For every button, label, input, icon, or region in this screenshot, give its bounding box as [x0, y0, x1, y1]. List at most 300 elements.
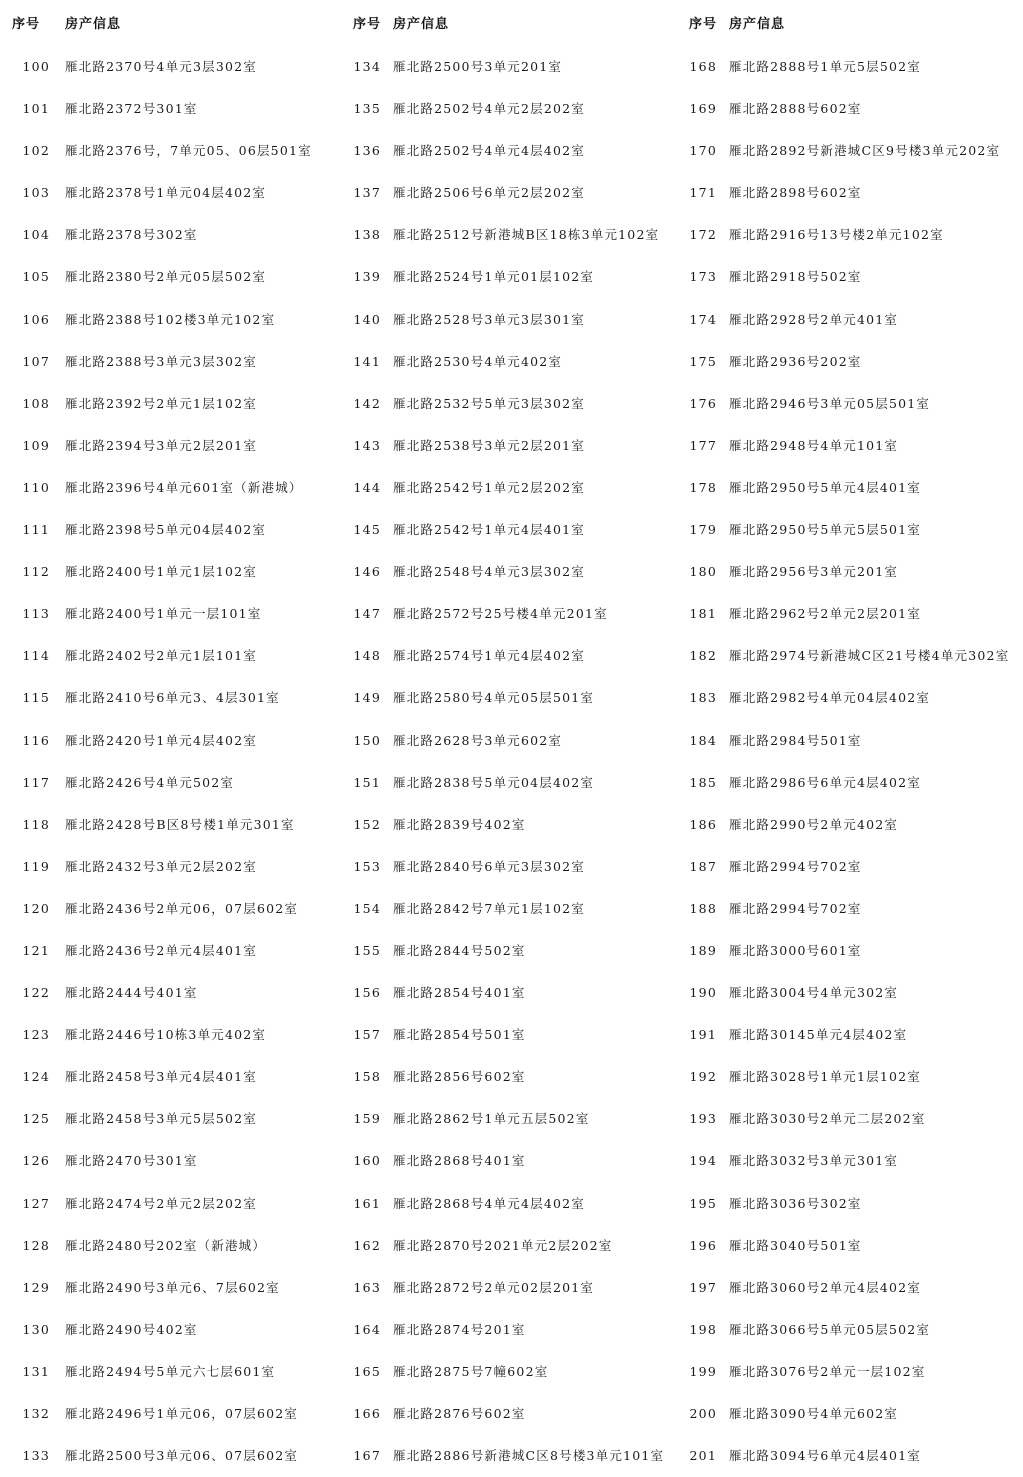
property-info: 雁北路2844号502室: [393, 942, 526, 958]
table-row: [341, 467, 682, 509]
row-number: 155: [353, 942, 381, 958]
rows: [341, 46, 682, 1477]
table-row: [682, 341, 1023, 383]
row-number: 128: [22, 1237, 50, 1253]
table-row: [0, 846, 341, 888]
property-info: 雁北路2994号702室: [729, 858, 862, 874]
property-info: 雁北路2530号4单元402室: [393, 353, 563, 369]
property-info: 雁北路2956号3单元201室: [729, 564, 899, 580]
property-info: 雁北路2378号302室: [65, 227, 198, 243]
table-row: [341, 46, 682, 88]
row-number: 148: [353, 648, 381, 664]
table-row: [0, 1183, 341, 1225]
property-info: 雁北路2892号新港城C区9号楼3单元202室: [729, 143, 1001, 159]
property-info: 雁北路2888号1单元5层502室: [729, 59, 921, 74]
rows: [0, 46, 341, 1477]
property-info: 雁北路2898号602室: [729, 185, 862, 201]
property-info: 雁北路2548号4单元3层302室: [393, 564, 585, 580]
property-info: 雁北路2524号1单元01层102室: [393, 269, 595, 285]
property-info: 雁北路2542号1单元2层202室: [393, 479, 585, 495]
property-info: 雁北路2994号702室: [729, 900, 862, 916]
row-number: 120: [22, 900, 50, 916]
row-number: 187: [689, 858, 717, 874]
row-number: 150: [353, 732, 381, 748]
property-info: 雁北路2928号2单元401室: [729, 311, 899, 327]
row-number: 198: [689, 1321, 717, 1337]
row-number: 173: [689, 269, 717, 285]
property-info: 雁北路3036号302室: [729, 1195, 862, 1211]
property-info: 雁北路2986号6单元4层402室: [729, 774, 921, 790]
row-number: 164: [353, 1321, 381, 1337]
row-number: 106: [22, 311, 50, 327]
property-info: 雁北路2490号3单元6、7层602室: [65, 1279, 280, 1295]
row-number: 122: [22, 985, 50, 1001]
table-row: [0, 1056, 341, 1098]
table-row: [0, 888, 341, 930]
property-info: 雁北路2376号，7单元05、06层501室: [65, 143, 312, 159]
table-row: [0, 1225, 341, 1267]
table-row: [341, 1098, 682, 1140]
property-info: 雁北路2410号6单元3、4层301室: [65, 690, 280, 706]
table-row: [0, 1309, 341, 1351]
row-number: 118: [22, 816, 50, 832]
property-info: 雁北路2946号3单元05层501室: [729, 395, 931, 411]
row-number: 140: [353, 311, 381, 327]
property-info: 雁北路3032号3单元301室: [729, 1153, 899, 1169]
row-number: 162: [353, 1237, 381, 1253]
table-row: [341, 593, 682, 635]
property-info: 雁北路2875号7幢602室: [393, 1363, 549, 1379]
property-info: 雁北路2436号2单元4层401室: [65, 942, 257, 958]
table-row: [341, 804, 682, 846]
row-number: 137: [353, 185, 381, 201]
row-number: 180: [689, 564, 717, 580]
table-row: [341, 172, 682, 214]
property-info: 雁北路2580号4单元05层501室: [393, 690, 595, 706]
table-row: [0, 509, 341, 551]
property-info: 雁北路2542号1单元4层401室: [393, 522, 585, 538]
row-number: 152: [353, 816, 381, 832]
table-row: [341, 256, 682, 298]
property-info: 雁北路2480号202室（新港城）: [65, 1237, 267, 1253]
table-row: [0, 256, 341, 298]
row-number: 121: [22, 942, 50, 958]
property-info: 雁北路2388号102楼3单元102室: [65, 311, 276, 327]
table-row: [682, 1183, 1023, 1225]
row-number: 194: [689, 1153, 717, 1169]
row-number: 170: [689, 143, 717, 159]
row-number: 119: [22, 858, 50, 874]
table-row: [682, 762, 1023, 804]
row-number: 139: [353, 269, 381, 285]
column-header: [682, 14, 1023, 36]
table-row: [0, 46, 341, 88]
property-info: 雁北路2990号2单元402室: [729, 816, 899, 832]
row-number: 161: [353, 1195, 381, 1211]
table-row: [341, 383, 682, 425]
property-info: 雁北路2372号301室: [65, 101, 198, 117]
table-row: [682, 804, 1023, 846]
header-number: 序号: [352, 17, 381, 32]
property-info: 雁北路2874号201室: [393, 1321, 526, 1337]
row-number: 182: [689, 648, 717, 664]
table-row: [682, 467, 1023, 509]
table-row: [0, 1267, 341, 1309]
table-row: [341, 88, 682, 130]
property-info: 雁北路2436号2单元06，07层602室: [65, 900, 299, 916]
table-row: [0, 1014, 341, 1056]
table-row: [0, 930, 341, 972]
row-number: 129: [22, 1279, 50, 1295]
property-info: 雁北路2984号501室: [729, 732, 862, 748]
table-row: [341, 509, 682, 551]
row-number: 114: [22, 648, 50, 664]
row-number: 160: [353, 1153, 381, 1169]
table-row: [0, 1140, 341, 1182]
table-row: [341, 972, 682, 1014]
row-number: 111: [22, 522, 50, 538]
table-row: [682, 1351, 1023, 1393]
table-row: [0, 972, 341, 1014]
row-number: 195: [689, 1195, 717, 1211]
header-info: 房产信息: [65, 17, 122, 32]
property-info: 雁北路2458号3单元5层502室: [65, 1111, 257, 1127]
property-info: 雁北路2918号502室: [729, 269, 862, 285]
table-row: [341, 551, 682, 593]
row-number: 196: [689, 1237, 717, 1253]
property-info: 雁北路2842号7单元1层102室: [393, 900, 585, 916]
row-number: 126: [22, 1153, 50, 1169]
row-number: 174: [689, 311, 717, 327]
property-info: 雁北路2420号1单元4层402室: [65, 732, 257, 748]
row-number: 103: [22, 185, 50, 201]
table-row: [341, 1267, 682, 1309]
row-number: 107: [22, 353, 50, 369]
row-number: 149: [353, 690, 381, 706]
property-info: 雁北路2862号1单元五层502室: [393, 1111, 590, 1127]
row-number: 188: [689, 900, 717, 916]
table-row: [682, 172, 1023, 214]
row-number: 156: [353, 985, 381, 1001]
row-number: 138: [353, 227, 381, 243]
table-row: [341, 762, 682, 804]
property-info: 雁北路2470号301室: [65, 1153, 198, 1169]
property-info: 雁北路2868号4单元4层402室: [393, 1195, 585, 1211]
property-info: 雁北路2870号2021单元2层202室: [393, 1237, 613, 1253]
table-row: [0, 425, 341, 467]
property-info: 雁北路3040号501室: [729, 1237, 862, 1253]
row-number: 200: [689, 1406, 717, 1421]
property-info: 雁北路2394号3单元2层201室: [65, 437, 257, 453]
property-info: 雁北路2446号10栋3单元402室: [65, 1027, 267, 1043]
property-info: 雁北路3000号601室: [729, 942, 862, 958]
row-number: 142: [353, 395, 381, 411]
property-info: 雁北路3028号1单元1层102室: [729, 1069, 921, 1085]
property-info: 雁北路3060号2单元4层402室: [729, 1279, 921, 1295]
table-row: [682, 972, 1023, 1014]
table-row: [682, 1056, 1023, 1098]
row-number: 102: [22, 143, 50, 159]
row-number: 130: [22, 1321, 50, 1337]
table-row: [682, 1140, 1023, 1182]
row-number: 176: [689, 395, 717, 411]
row-number: 115: [22, 690, 50, 706]
property-info: 雁北路2458号3单元4层401室: [65, 1069, 257, 1085]
table-row: [682, 425, 1023, 467]
table-row: [0, 551, 341, 593]
row-number: 123: [22, 1027, 50, 1043]
header-number: 序号: [11, 17, 40, 32]
table-row: [0, 593, 341, 635]
table-row: [682, 720, 1023, 762]
row-number: 186: [689, 816, 717, 832]
table-row: [341, 1140, 682, 1182]
property-info: 雁北路2982号4单元04层402室: [729, 690, 931, 706]
table-row: [682, 1267, 1023, 1309]
row-number: 166: [353, 1406, 381, 1421]
table-row: [341, 1183, 682, 1225]
property-info: 雁北路2392号2单元1层102室: [65, 395, 257, 411]
table-row: [341, 130, 682, 172]
table-row: [0, 467, 341, 509]
property-info: 雁北路2572号25号楼4单元201室: [393, 606, 608, 622]
row-number: 175: [689, 353, 717, 369]
row-number: 101: [22, 101, 50, 117]
table-row: [341, 1309, 682, 1351]
table-row: [682, 46, 1023, 88]
row-number: 100: [22, 59, 50, 74]
table-row: [682, 130, 1023, 172]
table-row: [341, 214, 682, 256]
row-number: 117: [22, 774, 50, 790]
table-row: [0, 677, 341, 719]
property-info: 雁北路2388号3单元3层302室: [65, 353, 257, 369]
row-number: 190: [689, 985, 717, 1001]
property-info: 雁北路2868号401室: [393, 1153, 526, 1169]
property-info: 雁北路2496号1单元06，07层602室: [65, 1406, 299, 1421]
table-row: [0, 804, 341, 846]
table-row: [341, 1225, 682, 1267]
row-number: 172: [689, 227, 717, 243]
table-row: [341, 341, 682, 383]
table-row: [682, 930, 1023, 972]
table-row: [682, 635, 1023, 677]
row-number: 143: [353, 437, 381, 453]
row-number: 178: [689, 479, 717, 495]
row-number: 127: [22, 1195, 50, 1211]
table-row: [682, 677, 1023, 719]
row-number: 171: [689, 185, 717, 201]
table-row: [682, 846, 1023, 888]
property-info: 雁北路2838号5单元04层402室: [393, 774, 595, 790]
table-row: [341, 1014, 682, 1056]
table-row: [682, 1309, 1023, 1351]
row-number: 181: [689, 606, 717, 622]
property-info: 雁北路2532号5单元3层302室: [393, 395, 585, 411]
row-number: 147: [353, 606, 381, 622]
row-number: 134: [353, 59, 381, 74]
table-row: [341, 1056, 682, 1098]
property-info: 雁北路2398号5单元04层402室: [65, 522, 267, 538]
property-info: 雁北路2396号4单元601室（新港城）: [65, 479, 303, 495]
table-row: [341, 888, 682, 930]
row-number: 197: [689, 1279, 717, 1295]
table-row: [341, 1351, 682, 1393]
row-number: 109: [22, 437, 50, 453]
row-number: 132: [22, 1406, 50, 1421]
property-info: 雁北路2856号602室: [393, 1069, 526, 1085]
header-info: 房产信息: [393, 17, 450, 32]
row-number: 191: [689, 1027, 717, 1043]
property-info: 雁北路2402号2单元1层101室: [65, 648, 257, 664]
table-row: [341, 1393, 682, 1435]
property-info: 雁北路2872号2单元02层201室: [393, 1279, 595, 1295]
property-info: 雁北路2839号402室: [393, 816, 526, 832]
property-info: 雁北路2876号602室: [393, 1406, 526, 1421]
property-info: 雁北路2628号3单元602室: [393, 732, 563, 748]
row-number: 144: [353, 479, 381, 495]
table-row: [0, 214, 341, 256]
row-number: 108: [22, 395, 50, 411]
row-number: 125: [22, 1111, 50, 1127]
row-number: 153: [353, 858, 381, 874]
property-info: 雁北路2840号6单元3层302室: [393, 858, 585, 874]
row-number: 163: [353, 1279, 381, 1295]
row-number: 193: [689, 1111, 717, 1127]
table-row: [682, 593, 1023, 635]
row-number: 151: [353, 774, 381, 790]
table-row: [0, 130, 341, 172]
table-row: [682, 383, 1023, 425]
row-number: 145: [353, 522, 381, 538]
row-number: 146: [353, 564, 381, 580]
property-info: 雁北路2370号4单元3层302室: [65, 59, 257, 74]
property-info: 雁北路2854号401室: [393, 985, 526, 1001]
property-info: 雁北路2432号3单元2层202室: [65, 858, 257, 874]
table-row: [341, 635, 682, 677]
table-row: [341, 425, 682, 467]
property-info: 雁北路2886号新港城C区8号楼3单元101室: [393, 1448, 665, 1464]
table-row: [0, 172, 341, 214]
row-number: 104: [22, 227, 50, 243]
property-info: 雁北路3090号4单元602室: [729, 1406, 899, 1421]
row-number: 169: [689, 101, 717, 117]
row-number: 141: [353, 353, 381, 369]
table-row: [682, 214, 1023, 256]
property-info: 雁北路2500号3单元06、07层602室: [65, 1448, 299, 1464]
row-number: 192: [689, 1069, 717, 1085]
row-number: 183: [689, 690, 717, 706]
property-info: 雁北路2974号新港城C区21号楼4单元302室: [729, 648, 1010, 664]
row-number: 136: [353, 143, 381, 159]
property-info: 雁北路2936号202室: [729, 353, 862, 369]
row-number: 159: [353, 1111, 381, 1127]
property-info: 雁北路30145单元4层402室: [729, 1027, 908, 1043]
property-info: 雁北路2950号5单元5层501室: [729, 522, 921, 538]
row-number: 157: [353, 1027, 381, 1043]
property-info: 雁北路2528号3单元3层301室: [393, 311, 585, 327]
row-number: 131: [22, 1363, 50, 1379]
property-info: 雁北路2950号5单元4层401室: [729, 479, 921, 495]
table-row: [0, 383, 341, 425]
property-info: 雁北路3030号2单元二层202室: [729, 1111, 926, 1127]
table-row: [682, 509, 1023, 551]
property-info: 雁北路2502号4单元2层202室: [393, 101, 585, 117]
property-info: 雁北路2888号602室: [729, 101, 862, 117]
property-info: 雁北路2378号1单元04层402室: [65, 185, 267, 201]
table-row: [341, 846, 682, 888]
table-row: [341, 930, 682, 972]
property-info: 雁北路2490号402室: [65, 1321, 198, 1337]
property-info: 雁北路2474号2单元2层202室: [65, 1195, 257, 1211]
property-info: 雁北路2574号1单元4层402室: [393, 648, 585, 664]
row-number: 135: [353, 101, 381, 117]
row-number: 199: [689, 1363, 717, 1379]
row-number: 189: [689, 942, 717, 958]
table-column-1: [0, 0, 341, 1471]
table-row: [341, 299, 682, 341]
property-info: 雁北路2380号2单元05层502室: [65, 269, 267, 285]
table-row: [0, 762, 341, 804]
property-info: 雁北路2494号5单元六七层601室: [65, 1363, 276, 1379]
row-number: 116: [22, 732, 50, 748]
row-number: 168: [689, 59, 717, 74]
property-info: 雁北路2444号401室: [65, 985, 198, 1001]
header-number: 序号: [688, 17, 717, 32]
row-number: 110: [22, 479, 50, 495]
property-info: 雁北路3076号2单元一层102室: [729, 1363, 926, 1379]
row-number: 184: [689, 732, 717, 748]
row-number: 165: [353, 1363, 381, 1379]
property-info: 雁北路2426号4单元502室: [65, 774, 235, 790]
rows: [682, 46, 1023, 1477]
table-row: [682, 1014, 1023, 1056]
table-row: [682, 88, 1023, 130]
property-info: 雁北路3094号6单元4层401室: [729, 1448, 921, 1464]
property-info: 雁北路2400号1单元1层102室: [65, 564, 257, 580]
column-header: [0, 14, 341, 36]
table-row: [341, 677, 682, 719]
row-number: 124: [22, 1069, 50, 1085]
table-row: [0, 299, 341, 341]
row-number: 201: [689, 1448, 717, 1464]
table-row: [682, 1098, 1023, 1140]
table-row: [0, 1351, 341, 1393]
row-number: 185: [689, 774, 717, 790]
table-row: [341, 720, 682, 762]
property-info: 雁北路3004号4单元302室: [729, 985, 899, 1001]
property-info: 雁北路2500号3单元201室: [393, 59, 563, 74]
header-info: 房产信息: [729, 17, 786, 32]
property-info: 雁北路2428号B区8号楼1单元301室: [65, 816, 295, 832]
property-info: 雁北路2948号4单元101室: [729, 437, 899, 453]
row-number: 154: [353, 900, 381, 916]
property-info: 雁北路2538号3单元2层201室: [393, 437, 585, 453]
row-number: 158: [353, 1069, 381, 1085]
row-number: 133: [22, 1448, 50, 1464]
table-row: [682, 256, 1023, 298]
table-row: [0, 341, 341, 383]
table-row: [682, 1225, 1023, 1267]
table-row: [0, 720, 341, 762]
table-column-3: [682, 0, 1023, 1471]
column-header: [341, 14, 682, 36]
table-row: [682, 1393, 1023, 1435]
row-number: 105: [22, 269, 50, 285]
row-number: 112: [22, 564, 50, 580]
table-row: [0, 635, 341, 677]
property-info: 雁北路2502号4单元4层402室: [393, 143, 585, 159]
